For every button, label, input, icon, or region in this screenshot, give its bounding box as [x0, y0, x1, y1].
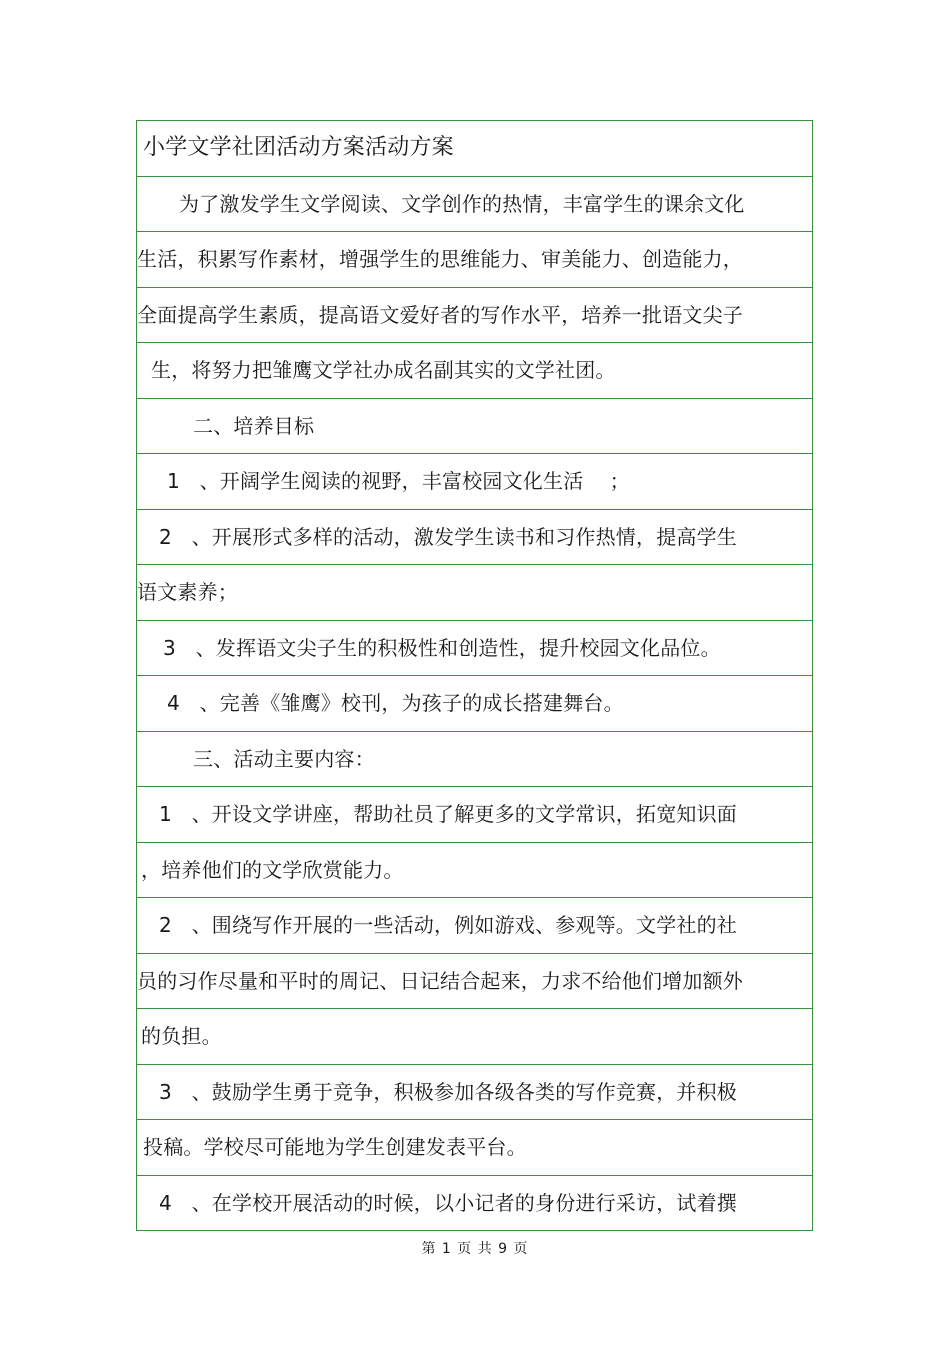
list-item: 3 、鼓励学生勇于竞争，积极参加各级各类的写作竞赛，并积极	[159, 1079, 737, 1104]
list-item: 4 、在学校开展活动的时候，以小记者的身份进行采访，试着撰	[159, 1191, 737, 1216]
document-title: 小学文学社团活动方案活动方案	[143, 135, 454, 161]
text-line: 生活，积累写作素材，增强学生的思维能力、审美能力、创造能力，	[137, 247, 743, 272]
list-item-row	[137, 676, 812, 732]
text-line: 语文素养；	[137, 580, 238, 605]
list-item-row	[137, 1176, 812, 1232]
list-item-row	[137, 898, 812, 954]
text-line: 全面提高学生素质，提高语文爱好者的写作水平，培养一批语文尖子	[137, 302, 743, 327]
text-line: 生，将努力把雏鹰文学社办成名副其实的文学社团。	[151, 358, 616, 383]
text-line: 投稿。学校尽可能地为学生创建发表平台。	[143, 1135, 527, 1160]
list-item-row	[137, 454, 812, 510]
page-number-footer: 第 1 页 共 9 页	[421, 1241, 529, 1257]
text-row	[137, 232, 812, 288]
list-item-row	[137, 1065, 812, 1121]
text-row	[137, 1120, 812, 1176]
text-line: 的负担。	[141, 1024, 222, 1049]
list-item: 1 、开设文学讲座，帮助社员了解更多的文学常识，拓宽知识面	[159, 802, 737, 827]
list-item: 3 、发挥语文尖子生的积极性和创造性，提升校园文化品位。	[163, 635, 721, 660]
text-row	[137, 954, 812, 1010]
section-heading-row	[137, 399, 812, 455]
list-item-row	[137, 787, 812, 843]
section-heading: 三、活动主要内容：	[193, 746, 375, 771]
text-row	[137, 843, 812, 899]
text-row	[137, 343, 812, 399]
section-heading-row	[137, 732, 812, 788]
text-line: 员的习作尽量和平时的周记、日记结合起来，力求不给他们增加额外	[137, 968, 743, 993]
text-line: ，培养他们的文学欣赏能力。	[141, 857, 404, 882]
document-table	[136, 120, 813, 1231]
text-row	[137, 177, 812, 233]
text-row	[137, 288, 812, 344]
list-item: 2 、开展形式多样的活动，激发学生读书和习作热情，提高学生	[159, 524, 737, 549]
list-item: 2 、围绕写作开展的一些活动，例如游戏、参观等。文学社的社	[159, 913, 737, 938]
title-row	[137, 121, 812, 177]
section-heading: 二、培养目标	[193, 413, 315, 438]
text-line: 为了激发学生文学阅读、文学创作的热情，丰富学生的课余文化	[179, 191, 745, 216]
list-item-row	[137, 621, 812, 677]
list-item-row	[137, 510, 812, 566]
text-row	[137, 565, 812, 621]
text-row	[137, 1009, 812, 1065]
list-item: 1 、开阔学生阅读的视野，丰富校园文化生活 ；	[167, 469, 630, 494]
list-item: 4 、完善《雏鹰》校刊，为孩子的成长搭建舞台。	[167, 691, 624, 716]
